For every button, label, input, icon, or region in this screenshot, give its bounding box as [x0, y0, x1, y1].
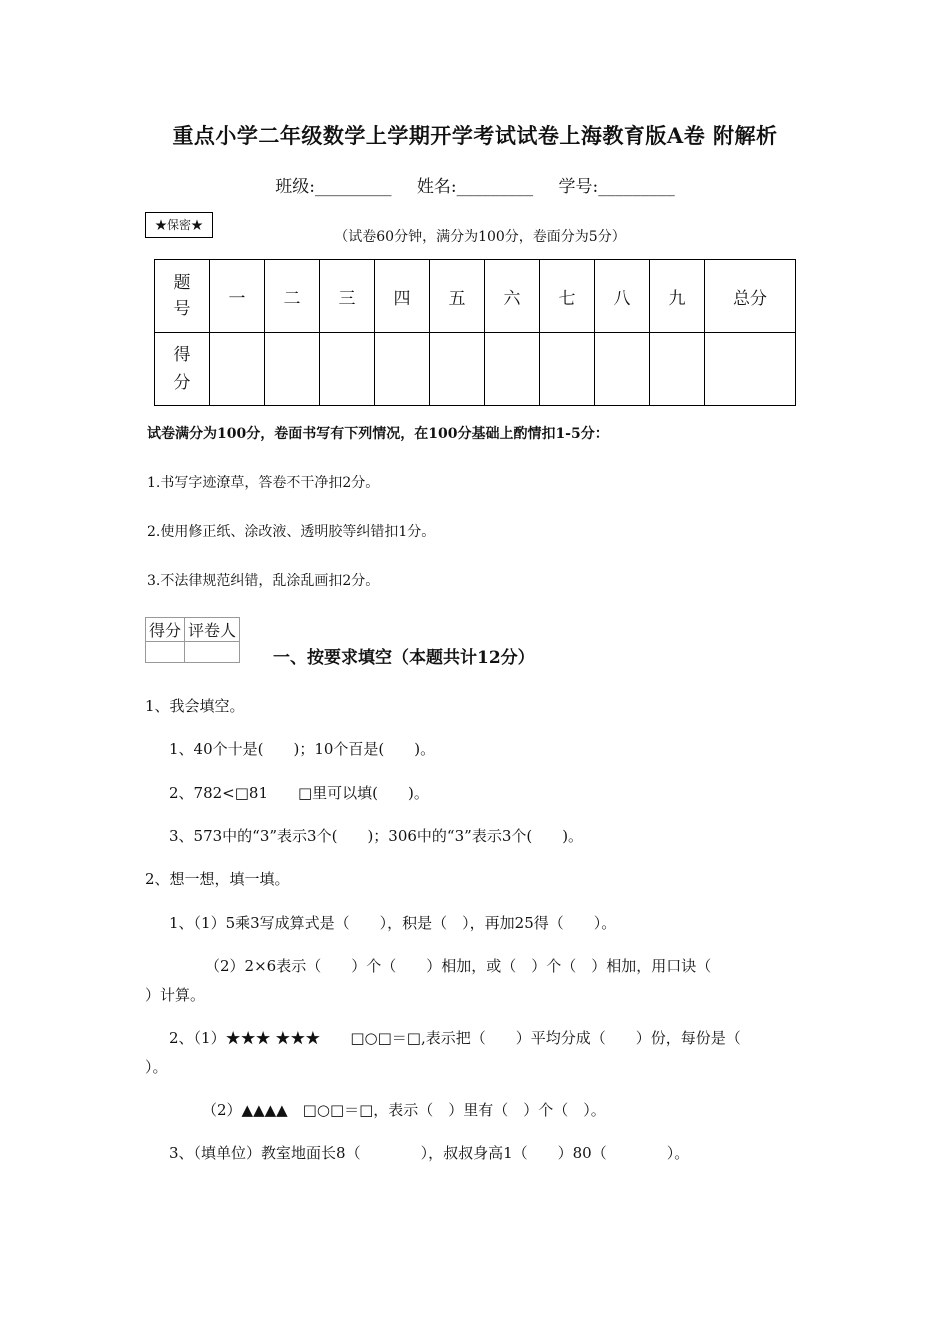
score-cell[interactable]	[265, 333, 320, 406]
rule-item: 2.使用修正纸、涂改液、透明胶等纠错扣1分。	[147, 524, 436, 540]
rule-item: 3.不法律规范纠错，乱涂乱画扣2分。	[147, 573, 380, 589]
grader-score-label: 得分	[146, 618, 185, 642]
column-header: 五	[430, 260, 485, 333]
column-header: 六	[485, 260, 540, 333]
question-2-1b: （2）2×6表示（ ）个（ ）相加，或（ ）个（ ）相加，用口诀（	[205, 957, 712, 975]
document-title: 重点小学二年级数学上学期开学考试试卷上海教育版A卷 附解析	[172, 123, 778, 148]
score-cell[interactable]	[650, 333, 705, 406]
score-row-header: 得 分	[155, 333, 210, 406]
grader-reviewer-cell[interactable]	[185, 642, 240, 663]
column-header: 四	[375, 260, 430, 333]
score-cell[interactable]	[485, 333, 540, 406]
score-cell[interactable]	[210, 333, 265, 406]
score-cell[interactable]	[375, 333, 430, 406]
name-field[interactable]: 姓名:_________	[416, 177, 534, 197]
rule-item: 1.书写字迹潦草，答卷不干净扣2分。	[147, 475, 380, 491]
question-2-2: 2、（1）★★★ ★★★ □○□＝□,表示把（ ）平均分成（ ）份，每份是（	[169, 1029, 741, 1047]
column-header: 一	[210, 260, 265, 333]
column-header: 八	[595, 260, 650, 333]
student-info	[0, 172, 950, 197]
class-field[interactable]: 班级:_________	[275, 177, 392, 197]
score-cell[interactable]	[430, 333, 485, 406]
question-2-1b-cont: ）计算。	[145, 986, 206, 1004]
score-table-score-row	[155, 333, 796, 406]
rules-heading: 试卷满分为100分，卷面书写有下列情况，在100分基础上酌情扣1-5分：	[147, 426, 609, 442]
column-header: 七	[540, 260, 595, 333]
question-2-2-cont: ）。	[145, 1058, 168, 1076]
grader-reviewer-label: 评卷人	[185, 618, 240, 642]
score-cell[interactable]	[320, 333, 375, 406]
score-table-header-row	[155, 260, 796, 333]
section-title: 一、按要求填空（本题共计12分）	[273, 648, 535, 668]
question-1-3: 3、573中的“3”表示3个( )；306中的“3”表示3个( )。	[169, 827, 584, 845]
question-2: 2、想一想，填一填。	[145, 870, 290, 888]
question-3: 3、（填单位）教室地面长8（ ），叔叔身高1（ ）80（ ）。	[169, 1144, 690, 1162]
question-2-1: 1、（1）5乘3写成算式是（ ），积是（ ），再加25得（ ）。	[169, 914, 617, 932]
score-cell[interactable]	[705, 333, 796, 406]
question-1: 1、我会填空。	[145, 697, 245, 715]
column-header: 二	[265, 260, 320, 333]
exam-note: （试卷60分钟，满分为100分，卷面分为5分）	[334, 229, 626, 245]
grader-score-cell[interactable]	[146, 642, 185, 663]
column-header: 三	[320, 260, 375, 333]
score-table	[154, 259, 796, 406]
student-number-field[interactable]: 学号:_________	[558, 177, 675, 197]
column-header: 九	[650, 260, 705, 333]
score-cell[interactable]	[540, 333, 595, 406]
question-number-header: 题 号	[155, 260, 210, 333]
question-1-1: 1、40个十是( )；10个百是( )。	[169, 740, 436, 758]
score-cell[interactable]	[595, 333, 650, 406]
question-1-2: 2、782<□81 □里可以填( )。	[169, 784, 429, 802]
column-header: 总分	[705, 260, 796, 333]
grader-table	[145, 617, 240, 663]
question-2-2b: （2）▲▲▲▲ □○□＝□，表示（ ）里有（ ）个（ ）。	[202, 1101, 606, 1119]
confidential-badge: ★保密★	[145, 212, 213, 238]
